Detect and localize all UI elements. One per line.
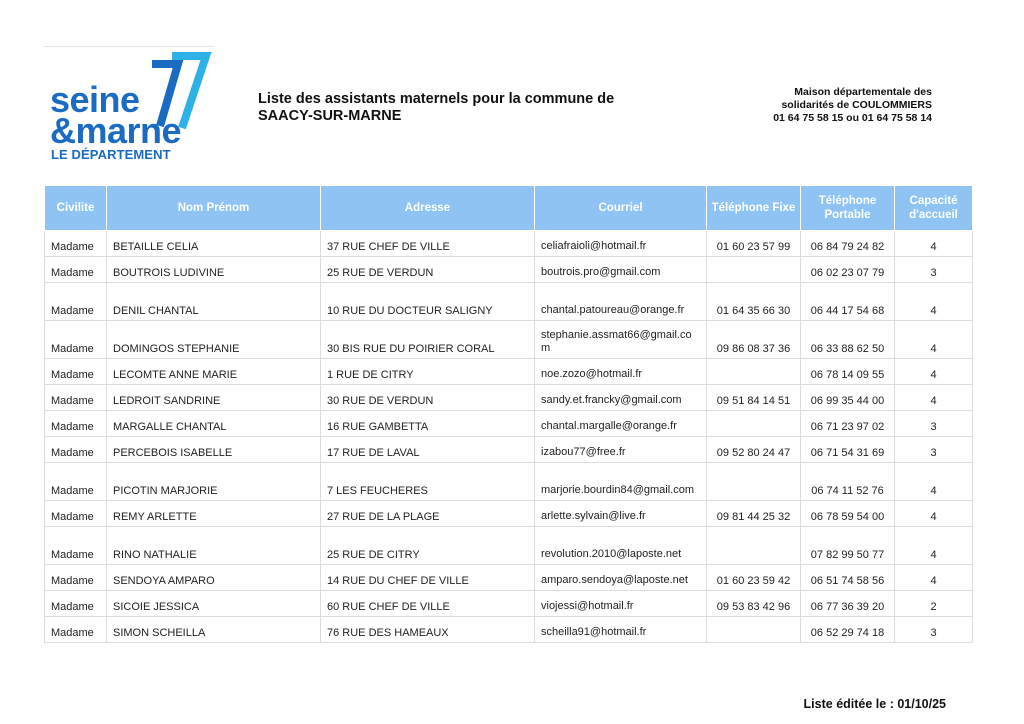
cell-tel-portable: 06 78 14 09 55: [801, 359, 895, 385]
cell-courriel: sandy.et.francky@gmail.com: [535, 385, 707, 411]
col-header-nom: Nom Prénom: [107, 186, 321, 231]
cell-adresse: 17 RUE DE LAVAL: [321, 437, 535, 463]
cell-courriel: boutrois.pro@gmail.com: [535, 257, 707, 283]
cell-tel-fixe: 09 52 80 24 47: [707, 437, 801, 463]
cell-nom: PICOTIN MARJORIE: [107, 463, 321, 501]
top-rule: [44, 46, 214, 47]
cell-civilite: Madame: [45, 565, 107, 591]
office-phone: 01 64 75 58 15 ou 01 64 75 58 14: [773, 112, 932, 124]
cell-nom: MARGALLE CHANTAL: [107, 411, 321, 437]
cell-adresse: 37 RUE CHEF DE VILLE: [321, 231, 535, 257]
cell-civilite: Madame: [45, 231, 107, 257]
cell-civilite: Madame: [45, 591, 107, 617]
office-info: [672, 86, 932, 125]
table-header-row: [45, 186, 973, 231]
seine-et-marne-logo: [48, 50, 218, 165]
cell-civilite: Madame: [45, 359, 107, 385]
cell-nom: DENIL CHANTAL: [107, 283, 321, 321]
cell-nom: REMY ARLETTE: [107, 501, 321, 527]
cell-tel-fixe: 01 64 35 66 30: [707, 283, 801, 321]
cell-courriel: amparo.sendoya@laposte.net: [535, 565, 707, 591]
cell-civilite: Madame: [45, 321, 107, 359]
table-row: [45, 411, 973, 437]
cell-adresse: 1 RUE DE CITRY: [321, 359, 535, 385]
cell-tel-portable: 06 33 88 62 50: [801, 321, 895, 359]
cell-courriel: chantal.patoureau@orange.fr: [535, 283, 707, 321]
cell-nom: SICOIE JESSICA: [107, 591, 321, 617]
cell-capacite: 2: [895, 591, 973, 617]
col-header-tel-portable: Téléphone Portable: [801, 186, 895, 231]
col-header-adresse: Adresse: [321, 186, 535, 231]
cell-capacite: 3: [895, 411, 973, 437]
cell-civilite: Madame: [45, 617, 107, 643]
cell-civilite: Madame: [45, 257, 107, 283]
cell-tel-fixe: 01 60 23 59 42: [707, 565, 801, 591]
cell-tel-portable: 06 44 17 54 68: [801, 283, 895, 321]
cell-capacite: 4: [895, 565, 973, 591]
cell-capacite: 4: [895, 359, 973, 385]
cell-courriel: scheilla91@hotmail.fr: [535, 617, 707, 643]
cell-capacite: 3: [895, 437, 973, 463]
cell-courriel: viojessi@hotmail.fr: [535, 591, 707, 617]
cell-tel-fixe: [707, 463, 801, 501]
table-row: [45, 501, 973, 527]
cell-civilite: Madame: [45, 501, 107, 527]
cell-civilite: Madame: [45, 411, 107, 437]
table-row: [45, 463, 973, 501]
table-row: [45, 591, 973, 617]
cell-tel-portable: 07 82 99 50 77: [801, 527, 895, 565]
cell-capacite: 3: [895, 257, 973, 283]
cell-nom: RINO NATHALIE: [107, 527, 321, 565]
cell-adresse: 14 RUE DU CHEF DE VILLE: [321, 565, 535, 591]
col-header-capacite: Capacité d'accueil: [895, 186, 973, 231]
cell-nom: SIMON SCHEILLA: [107, 617, 321, 643]
cell-civilite: Madame: [45, 283, 107, 321]
cell-tel-portable: 06 52 29 74 18: [801, 617, 895, 643]
cell-capacite: 4: [895, 283, 973, 321]
cell-nom: BOUTROIS LUDIVINE: [107, 257, 321, 283]
cell-tel-portable: 06 99 35 44 00: [801, 385, 895, 411]
cell-tel-fixe: [707, 359, 801, 385]
assistants-table: [44, 185, 973, 643]
cell-tel-fixe: 09 86 08 37 36: [707, 321, 801, 359]
table-row: [45, 565, 973, 591]
cell-tel-portable: 06 02 23 07 79: [801, 257, 895, 283]
cell-civilite: Madame: [45, 385, 107, 411]
cell-courriel: izabou77@free.fr: [535, 437, 707, 463]
cell-adresse: 25 RUE DE CITRY: [321, 527, 535, 565]
cell-capacite: 4: [895, 321, 973, 359]
cell-courriel: stephanie.assmat66@gmail.com: [535, 321, 707, 359]
cell-adresse: 10 RUE DU DOCTEUR SALIGNY: [321, 283, 535, 321]
cell-tel-portable: 06 74 11 52 76: [801, 463, 895, 501]
cell-adresse: 25 RUE DE VERDUN: [321, 257, 535, 283]
cell-civilite: Madame: [45, 527, 107, 565]
table-row: [45, 283, 973, 321]
title-line-1: Liste des assistants maternels pour la commune de: [258, 91, 615, 107]
cell-nom: DOMINGOS STEPHANIE: [107, 321, 321, 359]
table-row: [45, 321, 973, 359]
cell-tel-fixe: [707, 617, 801, 643]
cell-capacite: 4: [895, 385, 973, 411]
cell-courriel: arlette.sylvain@live.fr: [535, 501, 707, 527]
logo-subtitle: LE DÉPARTEMENT: [51, 147, 171, 162]
cell-tel-fixe: [707, 257, 801, 283]
cell-capacite: 4: [895, 231, 973, 257]
cell-tel-portable: 06 77 36 39 20: [801, 591, 895, 617]
cell-adresse: 76 RUE DES HAMEAUX: [321, 617, 535, 643]
office-line-2: solidarités de COULOMMIERS: [781, 99, 932, 111]
cell-tel-portable: 06 51 74 58 56: [801, 565, 895, 591]
cell-courriel: noe.zozo@hotmail.fr: [535, 359, 707, 385]
document-title: [258, 91, 638, 125]
cell-tel-portable: 06 71 54 31 69: [801, 437, 895, 463]
cell-adresse: 16 RUE GAMBETTA: [321, 411, 535, 437]
cell-adresse: 30 RUE DE VERDUN: [321, 385, 535, 411]
office-line-1: Maison départementale des: [794, 86, 932, 98]
col-header-courriel: Courriel: [535, 186, 707, 231]
logo-text-marne: &marne: [50, 110, 182, 151]
cell-civilite: Madame: [45, 463, 107, 501]
cell-tel-portable: 06 84 79 24 82: [801, 231, 895, 257]
table-row: [45, 385, 973, 411]
cell-adresse: 27 RUE DE LA PLAGE: [321, 501, 535, 527]
cell-tel-fixe: 01 60 23 57 99: [707, 231, 801, 257]
cell-courriel: revolution.2010@laposte.net: [535, 527, 707, 565]
cell-nom: BETAILLE CELIA: [107, 231, 321, 257]
cell-nom: SENDOYA AMPARO: [107, 565, 321, 591]
title-line-2: SAACY-SUR-MARNE: [258, 108, 402, 124]
cell-tel-fixe: 09 53 83 42 96: [707, 591, 801, 617]
cell-capacite: 4: [895, 527, 973, 565]
cell-adresse: 7 LES FEUCHERES: [321, 463, 535, 501]
table-row: [45, 617, 973, 643]
cell-courriel: marjorie.bourdin84@gmail.com: [535, 463, 707, 501]
table-row: [45, 437, 973, 463]
cell-tel-fixe: 09 51 84 14 51: [707, 385, 801, 411]
cell-capacite: 4: [895, 463, 973, 501]
cell-tel-fixe: [707, 411, 801, 437]
table-row: [45, 527, 973, 565]
cell-courriel: chantal.margalle@orange.fr: [535, 411, 707, 437]
table-row: [45, 359, 973, 385]
logo-text-seine: seine: [50, 79, 140, 120]
cell-nom: PERCEBOIS ISABELLE: [107, 437, 321, 463]
table-row: [45, 257, 973, 283]
cell-courriel: celiafraioli@hotmail.fr: [535, 231, 707, 257]
cell-tel-portable: 06 71 23 97 02: [801, 411, 895, 437]
cell-adresse: 60 RUE CHEF DE VILLE: [321, 591, 535, 617]
col-header-tel-fixe: Téléphone Fixe: [707, 186, 801, 231]
cell-tel-portable: 06 78 59 54 00: [801, 501, 895, 527]
cell-capacite: 4: [895, 501, 973, 527]
edited-date: Liste éditée le : 01/10/25: [803, 697, 946, 711]
cell-nom: LEDROIT SANDRINE: [107, 385, 321, 411]
cell-adresse: 30 BIS RUE DU POIRIER CORAL: [321, 321, 535, 359]
cell-capacite: 3: [895, 617, 973, 643]
cell-nom: LECOMTE ANNE MARIE: [107, 359, 321, 385]
col-header-civilite: Civilite: [45, 186, 107, 231]
table-row: [45, 231, 973, 257]
cell-civilite: Madame: [45, 437, 107, 463]
cell-tel-fixe: 09 81 44 25 32: [707, 501, 801, 527]
cell-tel-fixe: [707, 527, 801, 565]
